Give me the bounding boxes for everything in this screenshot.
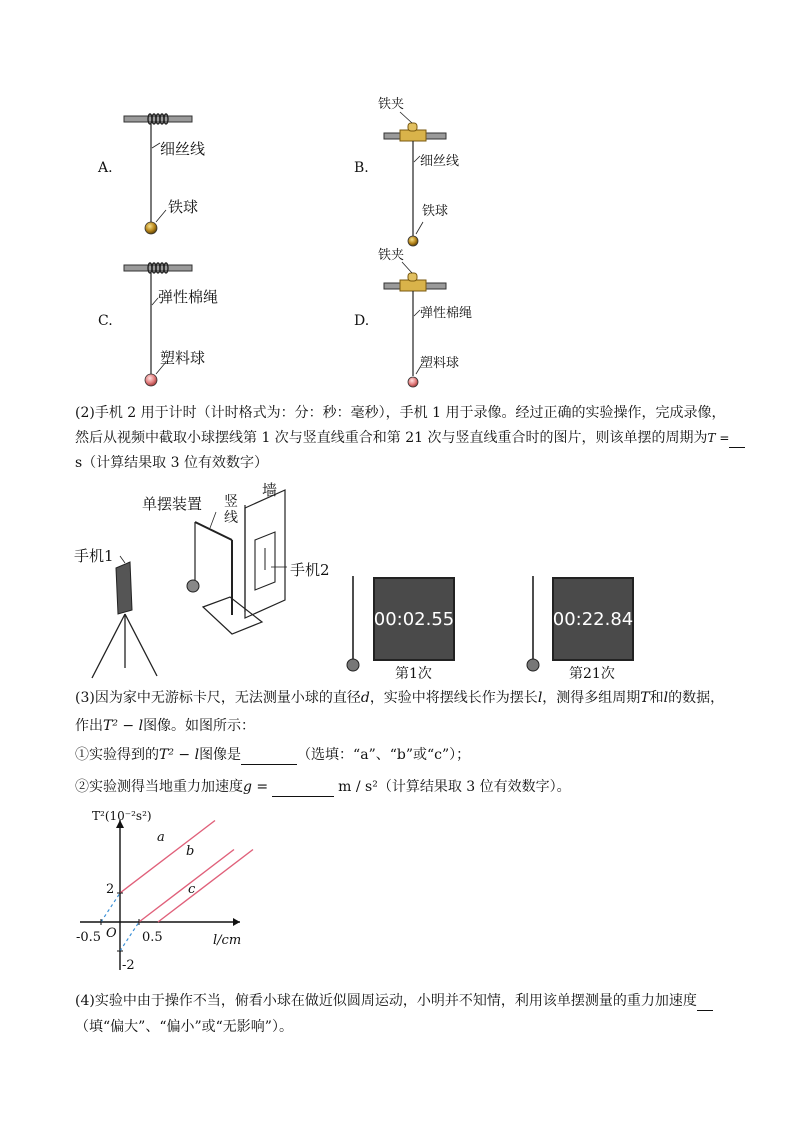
x-tick-label-neg: -0.5 — [76, 930, 102, 945]
y-tick-label-2: 2 — [106, 882, 115, 897]
pendulum-device-label: 单摆装置 — [142, 495, 203, 513]
option-b-ball-label: 铁球 — [422, 204, 449, 219]
x-axis-arrow — [233, 918, 240, 926]
wall-label: 墙 — [262, 481, 278, 499]
series-line-a — [120, 821, 215, 894]
phone1-label: 手机1 — [74, 547, 114, 565]
y-tick-label-neg2: -2 — [122, 958, 135, 973]
q4-line2: （填“偏大”、“偏小”或“无影响”）。 — [75, 1019, 293, 1035]
vertical-line-label: 竖线 — [224, 494, 238, 526]
series-line-c — [158, 850, 253, 923]
option-a-ball-label: 铁球 — [168, 198, 199, 216]
q3-line2: 作出T² − l图像。如图所示： — [75, 718, 256, 734]
answer-blank-q4[interactable] — [697, 994, 713, 1011]
option-b-letter: B. — [354, 160, 369, 176]
option-c-string-label: 弹性棉绳 — [158, 288, 219, 306]
q2-line1: (2)手机 2 用于计时（计时格式为：分：秒：毫秒），手机 1 用于录像。经过正确的实验操作，完成录像， — [75, 405, 726, 421]
caption-first: 第1次 — [395, 666, 432, 682]
q2-line2: 然后从视频中截取小球摆线第 1 次与竖直线重合和第 21 次与竖直线重合时的图片，则该单摆的周期为T = — [75, 428, 745, 448]
dashed-extension-2 — [120, 922, 139, 951]
option-d-letter: D. — [354, 313, 370, 329]
timer-display-1: 00:02.55 — [373, 577, 455, 661]
option-d-ball-label: 塑料球 — [420, 356, 460, 371]
series-label-b: b — [186, 844, 195, 859]
option-d-clip-label: 铁夹 — [378, 248, 405, 263]
q3-sub1: ①实验得到的T² − l图像是 （选填：“a”、“b”或“c”）； — [75, 747, 471, 763]
timer-display-2: 00:22.84 — [552, 577, 634, 661]
x-tick-label-pos: 0.5 — [142, 930, 163, 945]
caption-twentyfirst: 第21次 — [569, 666, 615, 682]
option-c-ball-label: 塑料球 — [160, 349, 206, 367]
q3-line1: (3)因为家中无游标卡尺，无法测量小球的直径d，实验中将摆线长作为摆长l，测得多组周期T和l的数据， — [75, 690, 725, 706]
q2-line3: s（计算结果取 3 位有效数字） — [75, 455, 268, 471]
chart-xlabel: l/cm — [213, 933, 242, 948]
series-label-c: c — [188, 882, 196, 897]
option-c-letter: C. — [98, 313, 113, 329]
phone2-label: 手机2 — [290, 561, 330, 579]
q4-line1: (4)实验中由于操作不当，俯看小球在做近似圆周运动，小明并不知情，利用该单摆测量的重力加速度 — [75, 991, 713, 1011]
chart-origin-label: O — [106, 926, 117, 941]
option-a-string-label: 细丝线 — [160, 140, 206, 158]
option-a-letter: A. — [98, 160, 113, 176]
option-b-string-label: 细丝线 — [420, 154, 460, 169]
option-b-clip-label: 铁夹 — [378, 97, 405, 112]
chart-ylabel: T²(10⁻²s²) — [92, 809, 152, 823]
option-d-string-label: 弹性棉绳 — [420, 306, 473, 321]
series-label-a: a — [157, 830, 165, 845]
q3-sub2: ②实验测得当地重力加速度g = m / s²（计算结果取 3 位有效数字）。 — [75, 779, 571, 795]
